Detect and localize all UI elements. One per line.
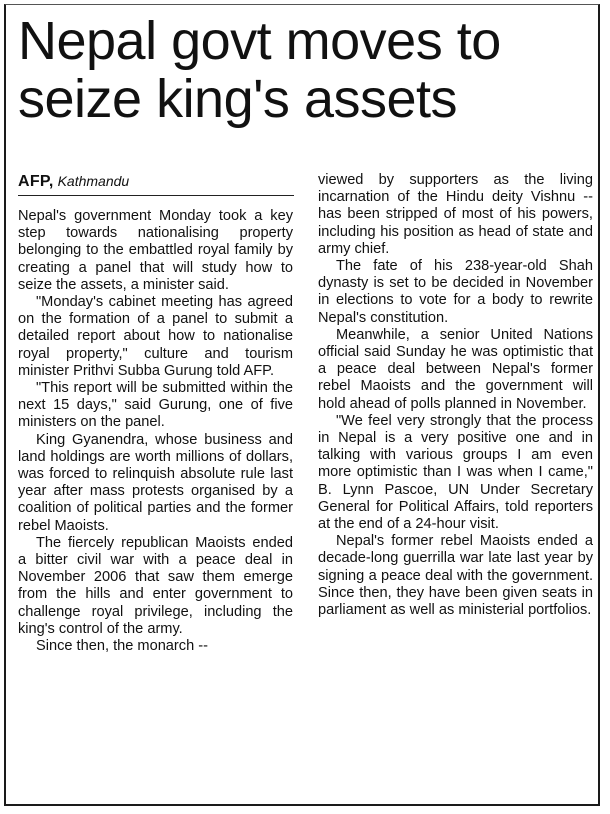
paragraph: The fiercely republican Maoists ended a bitter civil war with a peace deal in November 2006 that saw them emerge from the hills and enter government to challenge royal privilege, including the king's control of the army. xyxy=(18,534,293,637)
paragraph: viewed by supporters as the living incarnation of the Hindu deity Vishnu -- has been stripped of most of his powers, including his position as head of state and army chief. xyxy=(318,172,593,257)
paragraph: Meanwhile, a senior United Nations official said Sunday he was optimistic that a peace deal between Nepal's former rebel Maoists and the government will hold ahead of polls planned in November. xyxy=(318,326,593,412)
paragraph: Nepal's former rebel Maoists ended a decade-long guerrilla war late last year by signing a peace deal with the government. Since then, they have been given seats in parliament as well as ministerial portfolios. xyxy=(318,533,593,619)
paragraph: The fate of his 238-year-old Shah dynasty is set to be decided in November in elections to vote for a body to rewrite Nepal's constitution. xyxy=(318,258,593,326)
left-column xyxy=(18,168,293,655)
paragraph: "We feel very strongly that the process in Nepal is a very positive one and in talking with various groups I am even more optimistic than I was when I came," B. Lynn Pascoe, UN Under Secretary General for Political Affairs, told reporters at the end of a 24-hour visit. xyxy=(318,412,593,533)
headline: Nepal govt moves to seize king's assets xyxy=(18,11,501,129)
byline-place: Kathmandu xyxy=(57,173,130,189)
paragraph: "This report will be submitted within the next 15 days," said Gurung, one of five ministers on the panel. xyxy=(18,380,293,431)
paragraph: King Gyanendra, whose business and land holdings are worth millions of dollars, was forced to relinquish absolute rule last year after mass protests organised by a coalition of political parties and the former rebel Maoists. xyxy=(18,431,293,534)
right-column xyxy=(318,172,593,619)
paragraph: Nepal's government Monday took a key step towards nationalising property belonging to the embattled royal family by creating a panel that will study how to seize the assets, a minister said. xyxy=(18,208,293,293)
paragraph: "Monday's cabinet meeting has agreed on the formation of a panel to submit a detailed report about how to nationalise royal property," culture and tourism minister Prithvi Subba Gurung told AFP. xyxy=(18,294,293,379)
byline-agency: AFP, xyxy=(18,173,54,190)
paragraph: Since then, the monarch -- xyxy=(36,638,208,655)
